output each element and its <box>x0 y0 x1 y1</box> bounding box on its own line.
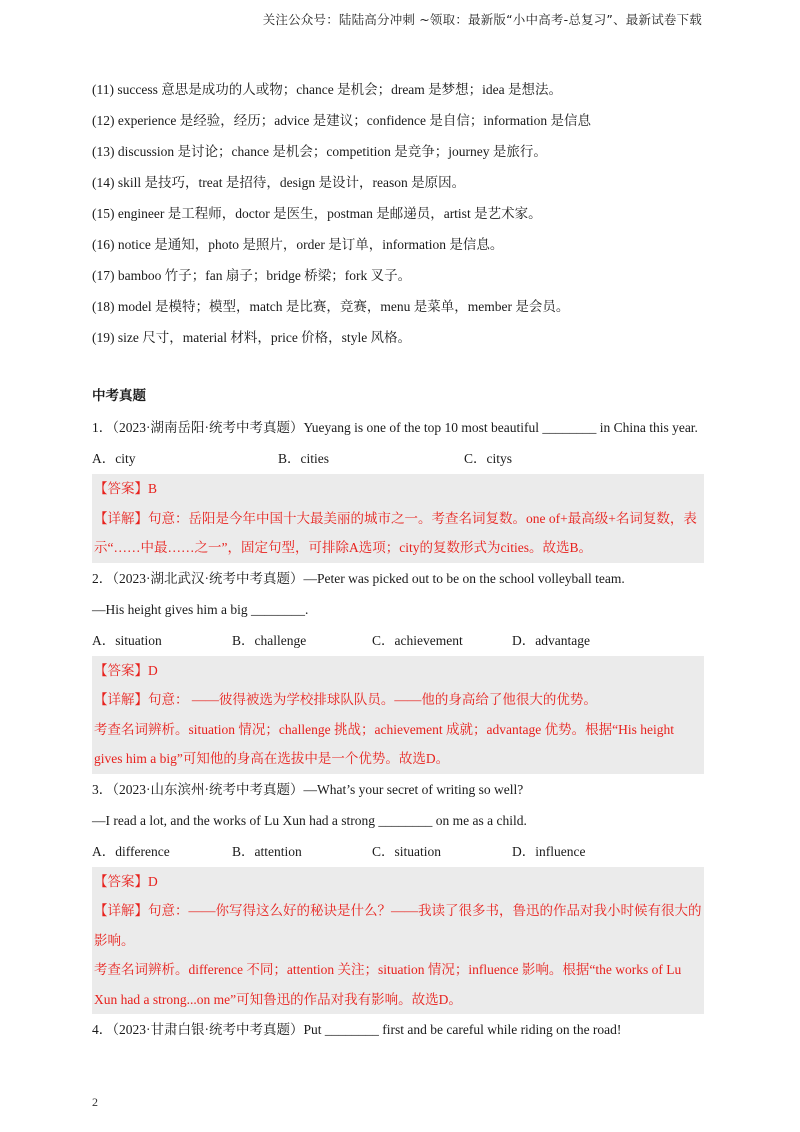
answer-detail: 【详解】句意：——你写得这么好的秘诀是什么？——我读了很多书，鲁迅的作品对我小时候有很大的影响。 <box>94 903 702 948</box>
vocab-item: (14) skill 是技巧，treat 是招待，design 是设计，reason 是原因。 <box>92 175 466 190</box>
question-options <box>92 443 704 474</box>
question-stem: 3．（2023·山东滨州·统考中考真题）—What’s your secret of writing so well? <box>92 781 524 797</box>
question-options <box>92 625 704 656</box>
answer-detail: 【详解】句意：岳阳是今年中国十大最美丽的城市之一。考查名词复数。one of+最高级+名词复数，表示“……中最……之一”，固定句型，可排除A选项；city的复数形式为cities。故选B。 <box>94 510 697 555</box>
page-number: 2 <box>92 1095 98 1109</box>
answer-label: 【答案】D <box>94 662 158 678</box>
option-a: A．city <box>92 451 136 466</box>
answer-box <box>92 867 704 1015</box>
option-d: D．influence <box>512 843 586 859</box>
vocab-item: (18) model 是模特；模型，match 是比赛，竞赛，menu 是菜单，member 是会员。 <box>92 299 570 314</box>
question-stem: 1．（2023·湖南岳阳·统考中考真题）Yueyang is one of the top 10 most beautiful ________ in China this year. <box>92 420 698 435</box>
vocab-item: (16) notice 是通知，photo 是照片，order 是订单，information 是信息。 <box>92 237 504 252</box>
vocab-item: (11) success 意思是成功的人或物；chance 是机会；dream 是梦想；idea 是想法。 <box>92 82 563 97</box>
option-c: C．situation <box>372 843 442 859</box>
question-stem-line: —I read a lot, and the works of Lu Xun had a strong ________ on me as a child. <box>92 812 527 828</box>
answer-label: 【答案】B <box>94 481 158 496</box>
option-b: B．challenge <box>232 632 307 648</box>
answer-detail: 【详解】句意： ——彼得被选为学校排球队队员。——他的身高给了他很大的优势。 <box>94 692 597 707</box>
option-a: A．situation <box>92 632 162 648</box>
question-1 <box>92 412 704 563</box>
option-a: A．difference <box>92 843 170 859</box>
option-b: B．cities <box>278 451 329 466</box>
vocab-list <box>92 74 704 353</box>
option-c: C．citys <box>464 451 513 466</box>
question-stem: 2．（2023·湖北武汉·统考中考真题）—Peter was picked out to be on the school volleyball team. <box>92 570 625 586</box>
answer-detail: 考查名词辨析。situation 情况；challenge 挑战；achievement 成就；advantage 优势。根据“His height gives him a big”可知他的身高在选拔中是一个优势。故选D。 <box>94 721 675 766</box>
question-3 <box>92 774 704 1015</box>
option-d: D．advantage <box>512 632 590 648</box>
question-options <box>92 836 704 867</box>
vocab-item: (19) size 尺寸，material 材料，price 价格，style 风格。 <box>92 330 412 345</box>
answer-box <box>92 474 704 563</box>
answer-detail: 考查名词辨析。difference 不同；attention 关注；situation 情况；influence 影响。根据“the works of Lu Xun had a strong...on me”可知鲁迅的作品对我有影响。故选D。 <box>94 962 682 1007</box>
answer-box <box>92 656 704 774</box>
page-body <box>92 74 704 1045</box>
page-header: 关注公众号：陆陆高分冲刺 ~领取：最新版“小中高考-总复习”、最新试卷下载 <box>262 12 702 27</box>
option-c: C．achievement <box>372 632 463 648</box>
vocab-item: (15) engineer 是工程师，doctor 是医生，postman 是邮递员，artist 是艺术家。 <box>92 206 542 221</box>
answer-label: 【答案】D <box>94 873 158 889</box>
question-2 <box>92 563 704 774</box>
option-b: B．attention <box>232 843 302 859</box>
section-title: 中考真题 <box>92 388 146 404</box>
vocab-item: (13) discussion 是讨论；chance 是机会；competition 是竞争；journey 是旅行。 <box>92 144 547 159</box>
question-stem-line: —His height gives him a big ________. <box>92 601 309 617</box>
vocab-item: (12) experience 是经验，经历；advice 是建议；confidence 是自信；information 是信息 <box>92 113 591 128</box>
question-stem: 4．（2023·甘肃白银·统考中考真题）Put ________ first and be careful while riding on the road! <box>92 1022 622 1037</box>
question-4 <box>92 1014 704 1045</box>
vocab-item: (17) bamboo 竹子；fan 扇子；bridge 桥梁；fork 叉子。 <box>92 268 412 283</box>
